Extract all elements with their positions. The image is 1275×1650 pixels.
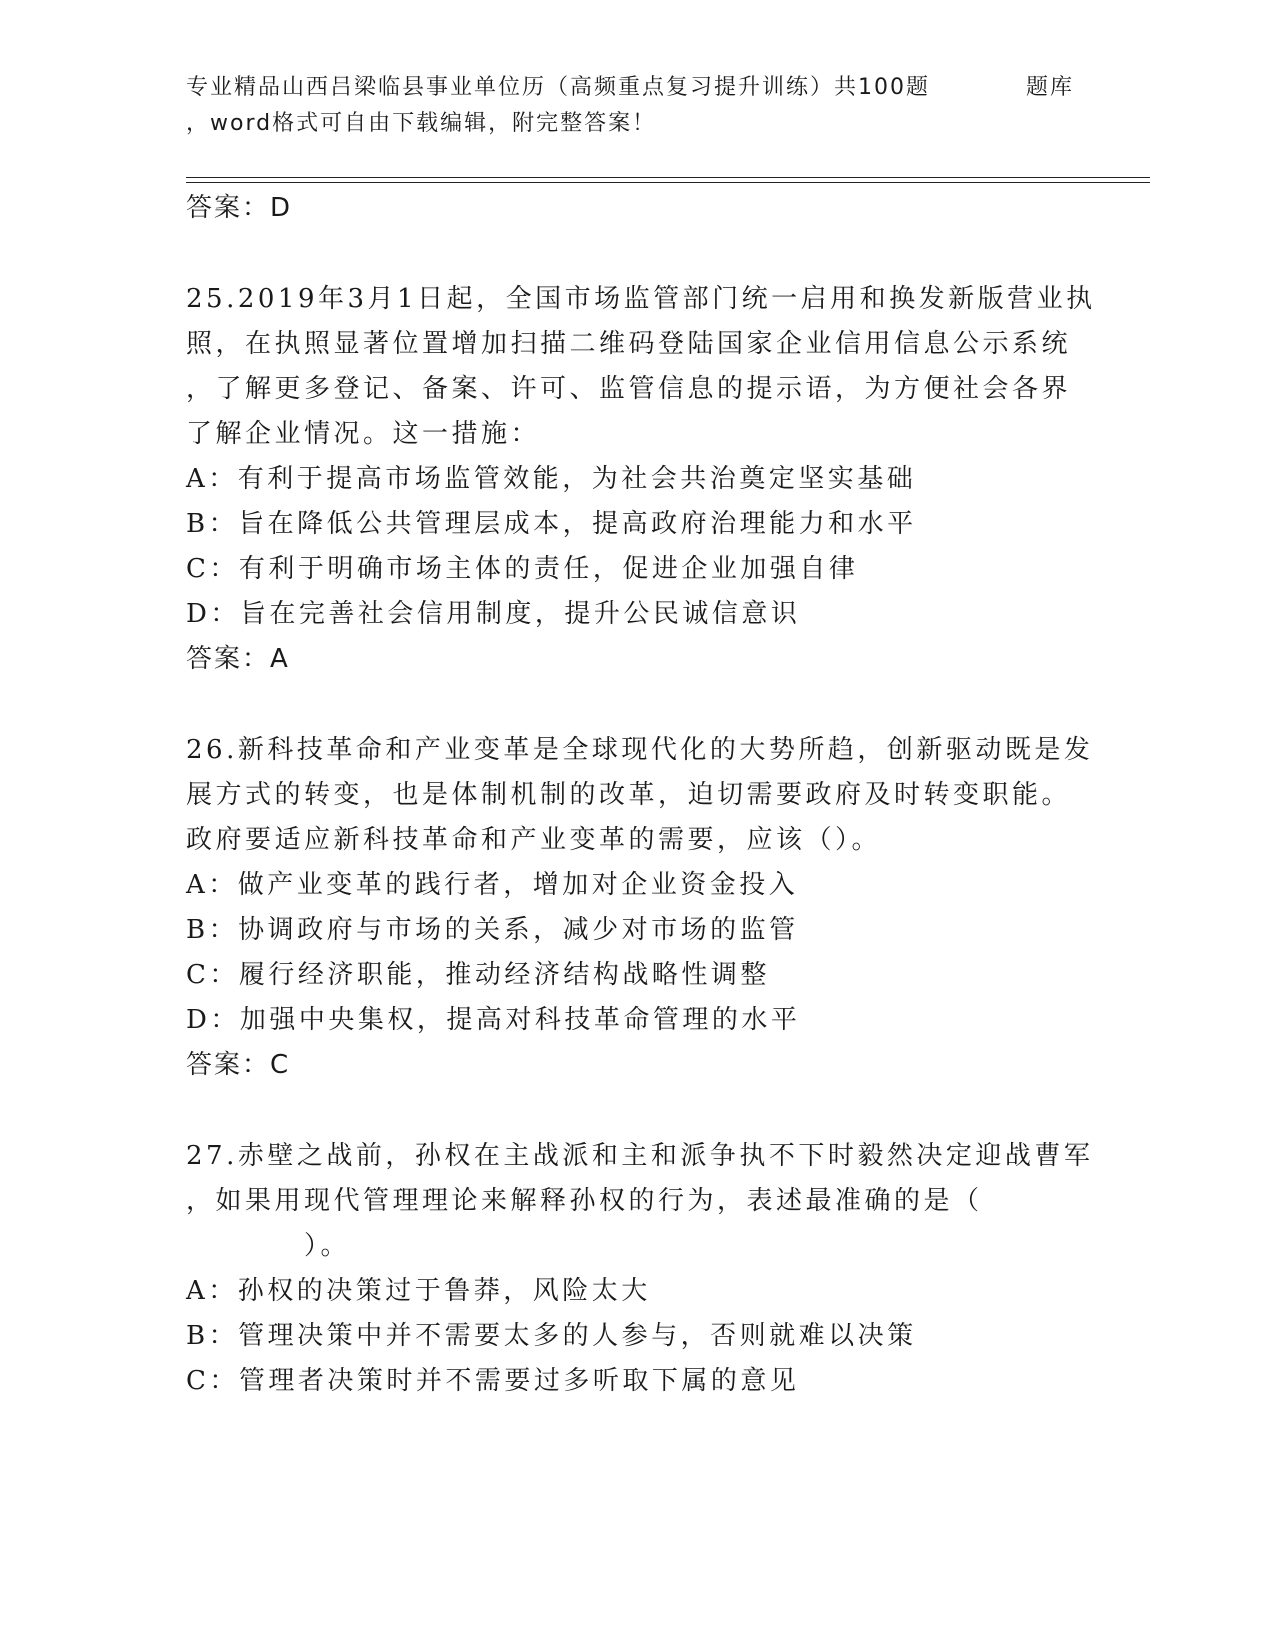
- question-text-line: 25.2019年3月1日起，全国市场监管部门统一启用和换发新版营业执: [186, 284, 1096, 314]
- question-text-line: ，如果用现代管理理论来解释孙权的行为，表述最准确的是（: [186, 1186, 983, 1216]
- header-subtitle: ，word格式可自由下载编辑，附完整答案！: [186, 111, 657, 136]
- question-text-line: 政府要适应新科技革命和产业变革的需要，应该（）。: [186, 825, 882, 855]
- question-26: [186, 728, 1094, 1088]
- option-c: C：管理者决策时并不需要过多听取下属的意见: [186, 1366, 800, 1396]
- question-text-line: 照，在执照显著位置增加扫描二维码登陆国家企业信用信息公示系统: [186, 329, 1072, 359]
- option-b: B：管理决策中并不需要太多的人参与，否则就难以决策: [186, 1321, 917, 1351]
- option-b: B：协调政府与市场的关系，减少对市场的监管: [186, 915, 799, 945]
- answer-line: 答案：C: [186, 1050, 291, 1080]
- question-text-line: 了解企业情况。这一措施：: [186, 419, 541, 449]
- answer-line: 答案：A: [186, 644, 290, 674]
- header-tag: 题库: [1026, 75, 1075, 100]
- question-text-line: 26.新科技革命和产业变革是全球现代化的大势所趋，创新驱动既是发: [186, 735, 1094, 765]
- option-a: A：孙权的决策过于鲁莽，风险太大: [186, 1276, 651, 1306]
- option-d: D：加强中央集权，提高对科技革命管理的水平: [186, 1005, 801, 1035]
- header-title: 专业精品山西吕梁临县事业单位历（高频重点复习提升训练）共100题: [186, 75, 930, 100]
- spacer: [186, 1088, 1086, 1134]
- question-25: [186, 277, 1096, 682]
- question-text-line: ，了解更多登记、备案、许可、监管信息的提示语，为方便社会各界: [186, 374, 1072, 404]
- previous-answer: 答案：D: [186, 193, 293, 223]
- option-c: C：履行经济职能，推动经济结构战略性调整: [186, 960, 770, 990]
- question-text-line: 27.赤壁之战前，孙权在主战派和主和派争执不下时毅然决定迎战曹军: [186, 1141, 1094, 1171]
- question-text-line: 展方式的转变，也是体制机制的改革，迫切需要政府及时转变职能。: [186, 780, 1072, 810]
- header-divider-bottom: [186, 182, 1150, 183]
- option-b: B：旨在降低公共管理层成本，提高政府治理能力和水平: [186, 509, 917, 539]
- page-header: [186, 70, 1146, 142]
- option-a: A：有利于提高市场监管效能，为社会共治奠定坚实基础: [186, 464, 917, 494]
- option-a: A：做产业变革的践行者，增加对企业资金投入: [186, 870, 799, 900]
- spacer: [186, 682, 1086, 728]
- option-c: C：有利于明确市场主体的责任，促进企业加强自律: [186, 554, 859, 584]
- question-content: [186, 186, 1096, 1404]
- question-27: [186, 1134, 1094, 1404]
- spacer: [186, 231, 1086, 277]
- header-divider-top: [186, 177, 1150, 178]
- question-text-line: ）。: [304, 1231, 351, 1261]
- option-d: D：旨在完善社会信用制度，提升公民诚信意识: [186, 599, 801, 629]
- header-line: [186, 70, 1146, 106]
